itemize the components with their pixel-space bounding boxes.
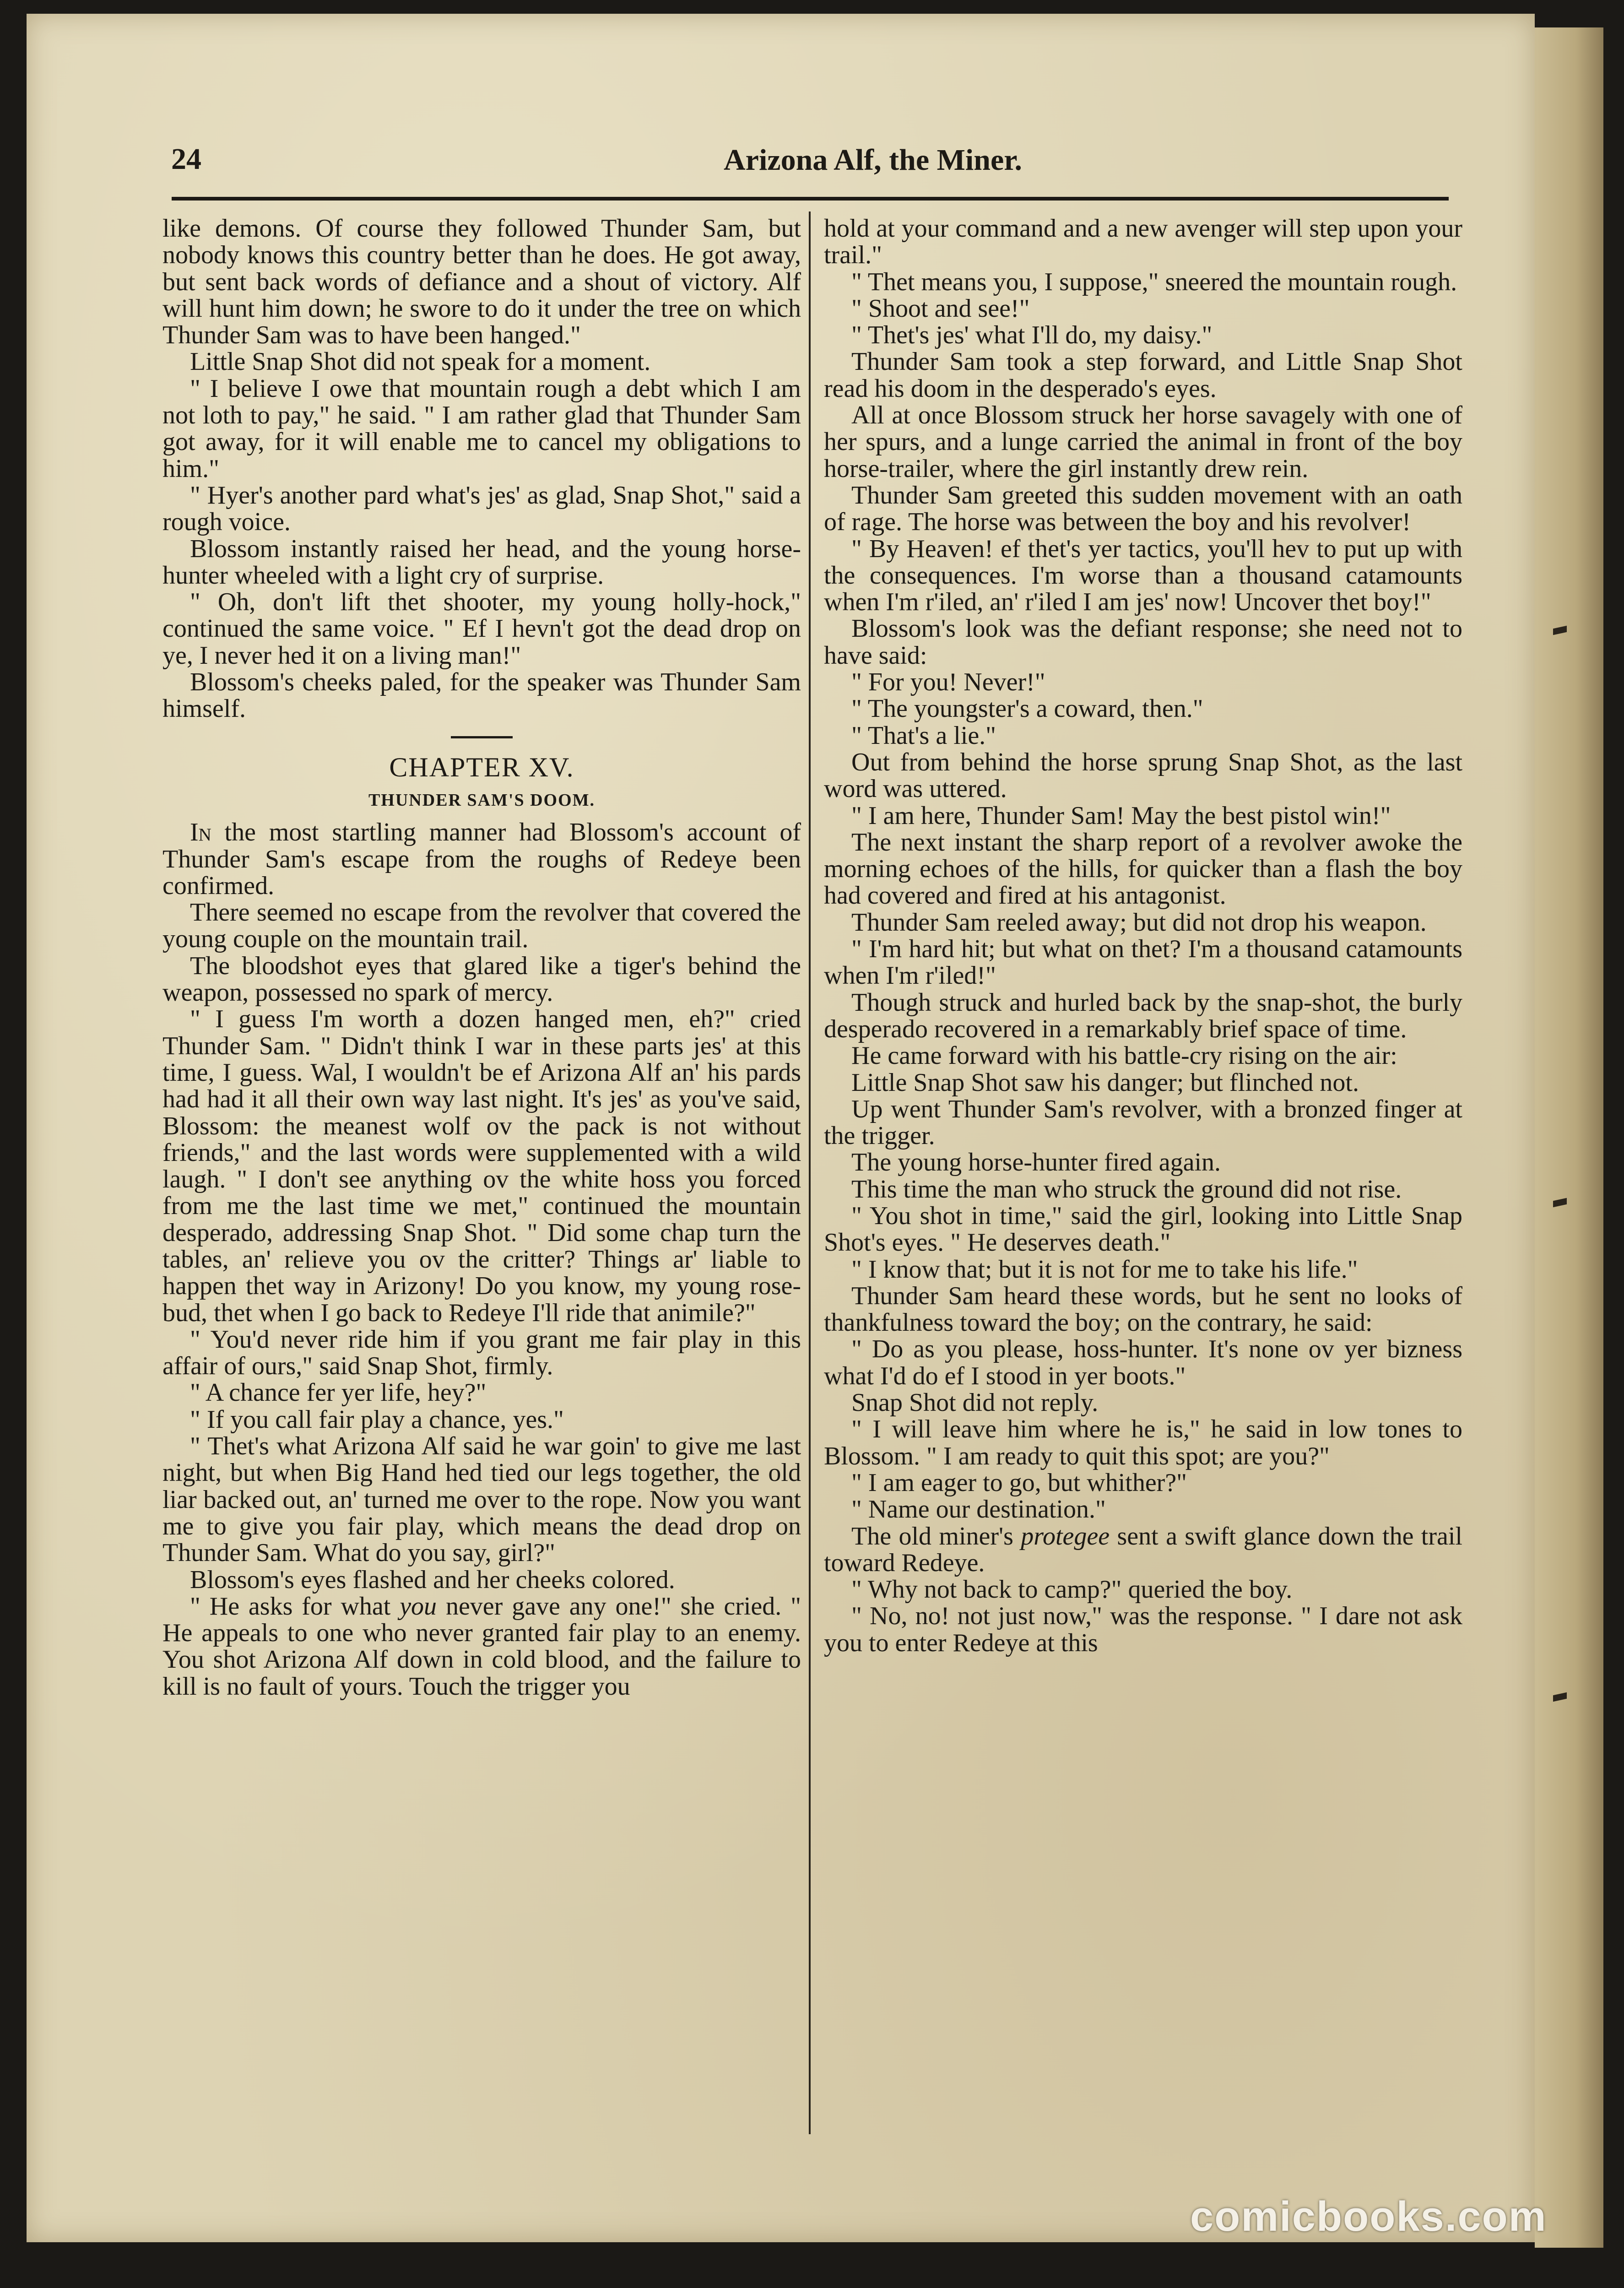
paragraph: " I believe I owe that mountain rough a debt which I am not loth to pay," he said. " I am rather glad that Thunder Sam got away, for it will enable me to cancel my obligations to him." — [162, 374, 801, 483]
drop-lead-word: In — [190, 818, 211, 847]
chapter-title: CHAPTER XV. — [389, 752, 574, 782]
paragraph: " Oh, don't lift thet shooter, my young holly-hock," continued the same voice. " Ef I hevn't got the dead drop on ye, I never hed it on a living man!" — [162, 588, 801, 670]
running-title: Arizona Alf, the Miner. — [724, 143, 1022, 177]
left-column-text-before-chapter — [162, 215, 801, 722]
paragraph: hold at your command and a new avenger will step upon your trail." — [824, 214, 1462, 270]
paragraph: Thunder Sam reeled away; but did not drop his weapon. — [851, 908, 1427, 937]
page-number: 24 — [171, 142, 201, 176]
paragraph: The next instant the sharp report of a revolver awoke the morning echoes of the hills, for quicker than a flash the boy had covered and fired at his antagonist. — [824, 828, 1462, 910]
paragraph: " I will leave him where he is," he said in low tones to Blossom. " I am ready to quit this spot; are you?" — [824, 1415, 1462, 1470]
paragraph: " He asks for what you never gave any one!" she cried. " He appeals to one who never granted fair play to an enemy. You shot Arizona Alf down in cold blood, and the failure to kill is no fault of yours. Touch the trigger you — [162, 1592, 801, 1701]
paragraph: He came forward with his battle-cry rising on the air: — [851, 1041, 1397, 1070]
paragraph: There seemed no escape from the revolver that covered the young couple on the mountain trail. — [162, 898, 801, 954]
paragraph: " Shoot and see!" — [851, 294, 1030, 323]
paragraph: Thunder Sam heard these words, but he sent no looks of thankfulness toward the boy; on the contrary, he said: — [824, 1281, 1462, 1337]
paragraph: " Thet's jes' what I'll do, my daisy." — [851, 321, 1213, 350]
paragraph: Little Snap Shot did not speak for a moment. — [190, 347, 651, 376]
paragraph: This time the man who struck the ground did not rise. — [851, 1175, 1402, 1204]
paragraph: " By Heaven! ef thet's yer tactics, you'll hev to put up with the consequences. I'm worse than a thousand catamounts when I'm r'iled, an' r'iled I am jes' now! Uncover thet boy!" — [824, 534, 1462, 617]
paragraph: " You shot in time," said the girl, looking into Little Snap Shot's eyes. " He deserves death." — [824, 1201, 1462, 1257]
paragraph: " You'd never ride him if you grant me fair play in this affair of ours," said Snap Shot, firmly. — [162, 1325, 801, 1381]
paragraph: Though struck and hurled back by the snap-shot, the burly desperado recovered in a remarkably brief space of time. — [824, 988, 1462, 1043]
paragraph: " I know that; but it is not for me to take his life." — [851, 1255, 1358, 1284]
page-header — [138, 134, 1443, 189]
paragraph: Up went Thunder Sam's revolver, with a bronzed finger at the trigger. — [824, 1095, 1462, 1150]
paragraph: " That's a lie." — [851, 721, 996, 750]
paragraph: " If you call fair play a chance, yes." — [190, 1405, 564, 1434]
watermark: comicbooks.com — [1190, 2193, 1547, 2240]
right-column-text — [824, 215, 1462, 1523]
paragraph: Little Snap Shot saw his danger; but flinched not. — [851, 1068, 1359, 1097]
chapter-separator — [451, 736, 513, 738]
paragraph: " Thet's what Arizona Alf said he war goin' to give me last night, but when Big Hand hed tied our legs together, the old liar backed out, an' turned me over to the rope. Now you want me to give you fair play, which means the dead drop on Thunder Sam. What do you say, girl?" — [162, 1432, 801, 1567]
paragraph: like demons. Of course they followed Thunder Sam, but nobody knows this country better than he does. He got away, but sent back words of defiance and a shout of victory. Alf will hunt him down; he swore to do it under the tree on which Thunder Sam was to have been hanged." — [162, 214, 801, 350]
paragraph: " I am here, Thunder Sam! May the best pistol win!" — [851, 801, 1391, 830]
paragraph: " I'm hard hit; but what on thet? I'm a thousand catamounts when I'm r'iled!" — [824, 935, 1462, 990]
left-column-text-after-chapter — [162, 899, 801, 1593]
paragraph: Snap Shot did not reply. — [851, 1388, 1099, 1417]
column-divider — [809, 211, 811, 2134]
paragraph: The bloodshot eyes that glared like a tiger's behind the weapon, possessed no spark of mercy. — [162, 951, 801, 1007]
right-column-text-end — [824, 1576, 1462, 1656]
paragraph: " No, no! not just now," was the response. " I dare not ask you to enter Redeye at this — [824, 1602, 1462, 1657]
adjacent-page-edge — [1535, 27, 1603, 2248]
chapter-opening-paragraph: In the most startling manner had Blossom's account of Thunder Sam's escape from the roughs of Redeye been confirmed. — [162, 818, 801, 900]
paragraph: " For you! Never!" — [851, 668, 1045, 697]
paragraph: " I am eager to go, but whither?" — [851, 1468, 1187, 1497]
paragraph: The young horse-hunter fired again. — [851, 1148, 1221, 1177]
paragraph: All at once Blossom struck her horse savagely with one of her spurs, and a lunge carried the animal in front of the boy horse-trailer, where the girl instantly drew rein. — [824, 401, 1462, 483]
paragraph: Blossom's look was the defiant response; she need not to have said: — [824, 614, 1462, 670]
paragraph: Out from behind the horse sprung Snap Shot, as the last word was uttered. — [824, 748, 1462, 803]
paragraph: " Thet means you, I suppose," sneered the mountain rough. — [851, 267, 1457, 296]
header-rule — [172, 197, 1449, 201]
chapter-subtitle: THUNDER SAM'S DOOM. — [368, 790, 595, 810]
paragraph: " Name our destination." — [851, 1495, 1106, 1524]
paragraph: " Why not back to camp?" queried the boy. — [851, 1575, 1293, 1604]
right-column — [824, 215, 1462, 1656]
paragraph: Blossom's cheeks paled, for the speaker was Thunder Sam himself. — [162, 668, 801, 723]
paragraph: Thunder Sam greeted this sudden movement with an oath of rage. The horse was between the boy and his revolver! — [824, 481, 1462, 537]
edge-mark — [1553, 1692, 1567, 1702]
paragraph: " Do as you please, hoss-hunter. It's none ov yer bizness what I'd do ef I stood in yer boots." — [824, 1335, 1462, 1390]
paragraph: " Hyer's another pard what's jes' as glad, Snap Shot," said a rough voice. — [162, 481, 801, 537]
paragraph: Blossom instantly raised her head, and the young horse-hunter wheeled with a light cry of surprise. — [162, 534, 801, 590]
paragraph: The old miner's protegee sent a swift glance down the trail toward Redeye. — [824, 1522, 1462, 1577]
paragraph: " A chance fer yer life, hey?" — [190, 1378, 487, 1407]
paragraph: " I guess I'm worth a dozen hanged men, eh?" cried Thunder Sam. " Didn't think I war in these parts jes' at this time, I guess. Wal, I wouldn't be ef Arizona Alf an' his pards had had it all their own way last night. It's jes' as you've said, Blossom: the meanest wolf ov the pack is not without friends," and the last words were supplemented with a wild laugh. " I don't see anything ov the white hoss you forced from me the last time we met," continued the mountain desperado, addressing Snap Shot. " Did some chap turn the tables, an' relieve you ov the critter? Things ar' liable to happen thet way in Arizony! Do you know, my young rose-bud, thet when I go back to Redeye I'll ride that animile?" — [162, 1005, 801, 1327]
edge-mark — [1553, 626, 1567, 635]
paragraph: Thunder Sam took a step forward, and Little Snap Shot read his doom in the desperado's eyes. — [824, 347, 1462, 403]
left-column — [162, 215, 801, 1700]
edge-mark — [1553, 1198, 1567, 1207]
paragraph: Blossom's eyes flashed and her cheeks colored. — [190, 1565, 675, 1594]
paragraph: " The youngster's a coward, then." — [851, 694, 1203, 723]
